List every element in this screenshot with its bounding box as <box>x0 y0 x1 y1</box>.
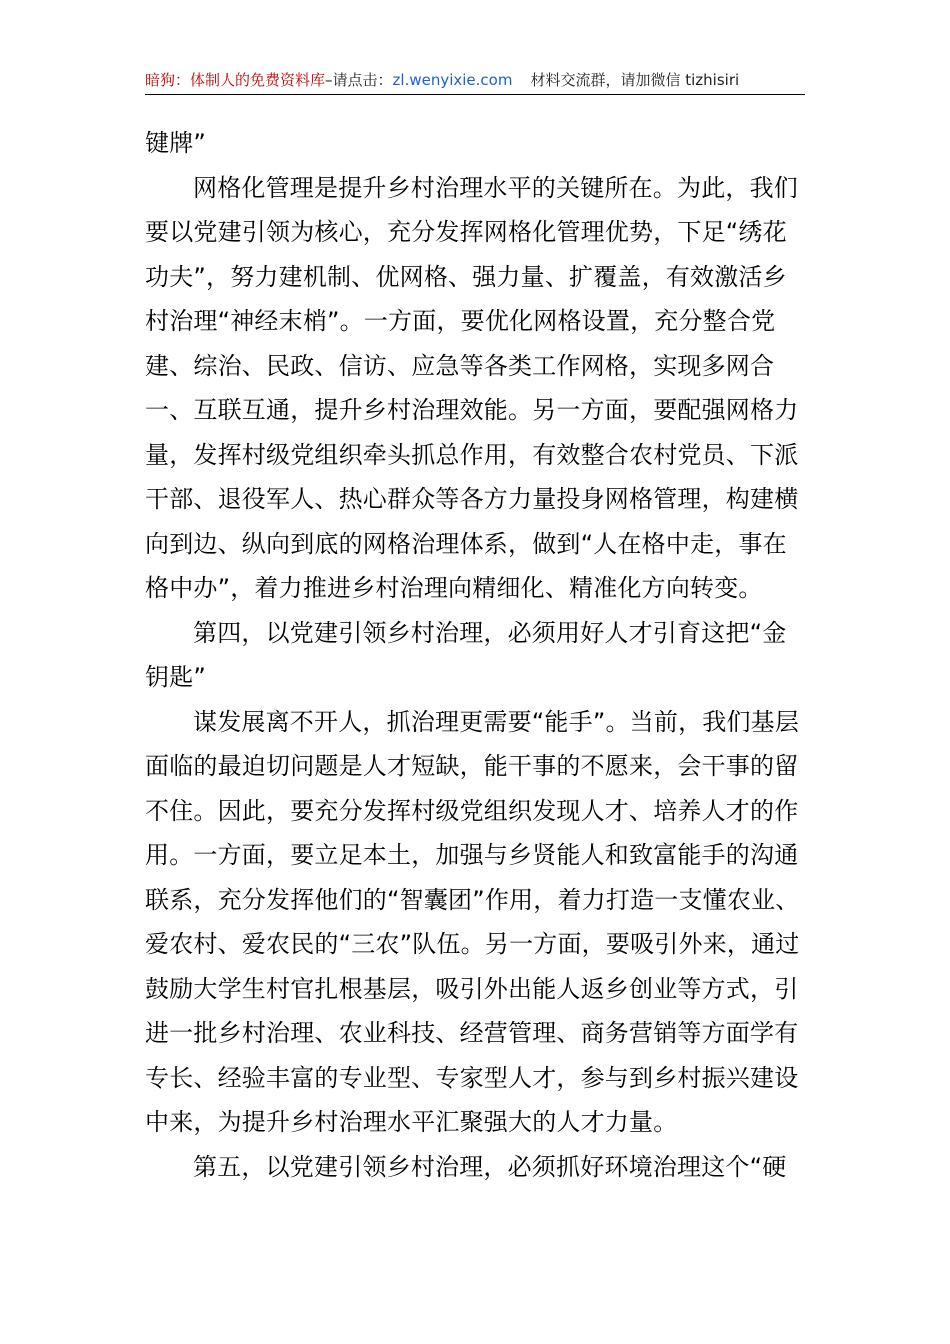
page-header <box>145 66 805 95</box>
header-link[interactable]: zl.wenyixie.com <box>392 71 513 89</box>
header-click-prefix: –请点击： <box>325 71 393 89</box>
header-wechat-note: 材料交流群，请加微信 tizhisiri <box>530 71 740 89</box>
section-heading: 第四，以党建引领乡村治理，必须用好人才引育这把“金钥匙” <box>145 618 787 691</box>
paragraph: 网格化管理是提升乡村治理水平的关键所在。为此，我们要以党建引领为核心，充分发挥网格化管理优势，下足“绣花功夫”，努力建机制、优网格、强力量、扩覆盖，有效激活乡村治理“神经末梢”。一方面，要优化网格设置，充分整合党建、综治、民政、信访、应急等各类工作网格，实现多网合一、互联互通，提升乡村治理效能。另一方面，要配强网格力量，发挥村级党组织牵头抓总作用，有效整合农村党员、下派干部、退役军人、热心群众等各方力量投身网格管理，构建横向到边、纵向到底的网格治理体系，做到“人在格中走，事在格中办”，着力推进乡村治理向精细化、精准化方向转变。 <box>145 173 799 602</box>
document-body <box>145 121 805 1189</box>
paragraph: 谋发展离不开人，抓治理更需要“能手”。当前，我们基层面临的最迫切问题是人才短缺，能干事的不愿来，会干事的留不住。因此，要充分发挥村级党组织发现人才、培养人才的作用。一方面，要立足本土，加强与乡贤能人和致富能手的沟通联系，充分发挥他们的“智囊团”作用，着力打造一支懂农业、爱农村、爱农民的“三农”队伍。另一方面，要吸引外来，通过鼓励大学生村官扎根基层，吸引外出能人返乡创业等方式，引进一批乡村治理、农业科技、经营管理、商务营销等方面学有专长、经验丰富的专业型、专家型人才，参与到乡村振兴建设中来，为提升乡村治理水平汇聚强大的人才力量。 <box>145 707 800 1136</box>
section-heading: 第五，以党建引领乡村治理，必须抓好环境治理这个“硬 <box>193 1152 787 1181</box>
paragraph-continuation: 键牌” <box>145 129 207 157</box>
header-brand: 暗狗：体制人的免费资料库 <box>145 71 326 89</box>
